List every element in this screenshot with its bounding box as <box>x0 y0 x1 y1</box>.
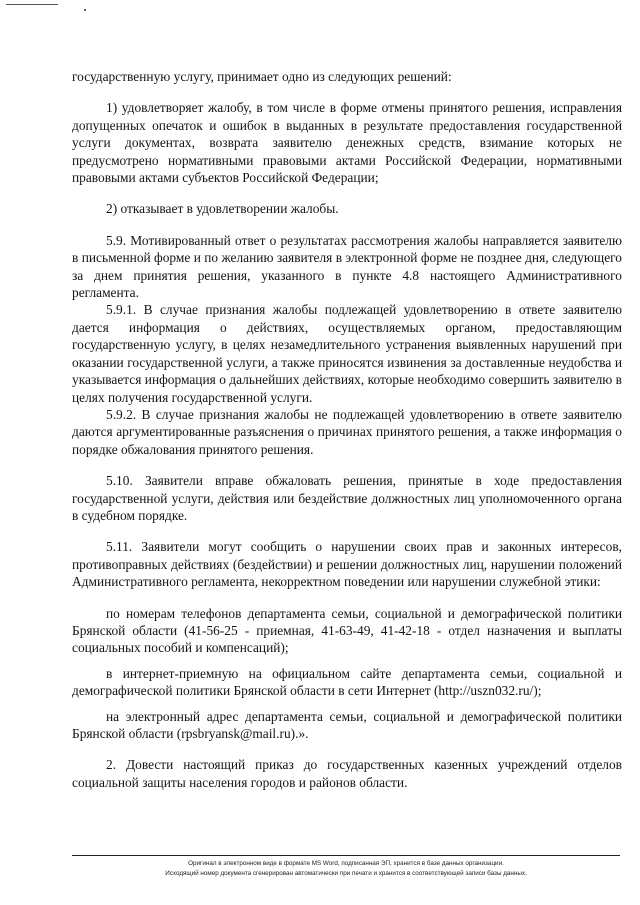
contact-phones: по номерам телефонов департамента семьи, социальной и демографической политики Брянской области (41-56-25 - приемная, 41-63-49, 41-42-18 - отдел назначения и выплаты социальных пособий и компенсаций); <box>72 605 622 656</box>
decision-item-2: 2) отказывает в удовлетворении жалобы. <box>106 201 339 217</box>
scan-artifact-line <box>6 4 58 5</box>
footer-line-1: Оригинал в электронном виде в формате MS Word, подписанная ЭП, хранится в базе данных организации. <box>188 860 504 867</box>
footer-divider <box>72 855 620 856</box>
paragraph-5-9: 5.9. Мотивированный ответ о результатах рассмотрения жалобы направляется заявителю в письменной форме и по желанию заявителя в электронной форме не позднее дня, следующего за днем принятия решения, указанного в пункте 4.8 настоящего Административного регламента. <box>72 232 622 301</box>
paragraph-5-9-1: 5.9.1. В случае признания жалобы подлежащей удовлетворению в ответе заявителю дается информация о действиях, осуществляемых органом, предоставляющим государственную услугу, в целях незамедлительного устранения выявленных нарушений при оказании государственной услуги, а также приносятся извинения за доставленные неудобства и указывается информация о дальнейших действиях, которые необходимо совершить заявителю в целях получения государственной услуги. <box>72 302 622 405</box>
paragraph-2: 2. Довести настоящий приказ до государственных казенных учреждений отделов социальной защиты населения городов и районов области. <box>72 757 622 790</box>
contact-web: в интернет-приемную на официальном сайте департамента семьи, социальной и демографической политики Брянской области в сети Интернет (http://uszn032.ru/); <box>72 665 622 699</box>
decision-item-1: 1) удовлетворяет жалобу, в том числе в форме отмены принятого решения, исправления допущенных опечаток и ошибок в выданных в результате предоставления государственной услуги документах, возврата заявителю денежных средств, взимание которых не предусмотрено нормативными правовыми актами Российской Федерации, нормативными правовыми актами субъектов Российской Федерации; <box>72 100 622 186</box>
paragraph-5-10: 5.10. Заявители вправе обжаловать решения, принятые в ходе предоставления государственной услуги, действия или бездействие должностных лиц уполномоченного органа в судебном порядке. <box>72 473 622 523</box>
document-body <box>72 68 622 791</box>
footer-line-2: Исходящий номер документа сгенерирован автоматически при печати и хранится в соответствующей записи базы данных. <box>165 869 527 877</box>
contact-email: на электронный адрес департамента семьи, социальной и демографической политики Брянской области (rpsbryansk@mail.ru).». <box>72 708 622 741</box>
scan-artifact-dot <box>84 9 86 11</box>
lead-text: государственную услугу, принимает одно из следующих решений: <box>72 69 452 84</box>
paragraph-5-9-2: 5.9.2. В случае признания жалобы не подлежащей удовлетворению в ответе заявителю даются аргументированные разъяснения о причинах принятого решения, а также информация о порядке обжалования принятого решения. <box>72 406 622 457</box>
footer-note <box>72 859 620 878</box>
paragraph-5-11: 5.11. Заявители могут сообщить о нарушении своих прав и законных интересов, противоправных действиях (бездействии) и решении должностных лиц, нарушении положений Административного регламента, некорректном поведении или нарушении служебной этики: <box>72 539 622 590</box>
